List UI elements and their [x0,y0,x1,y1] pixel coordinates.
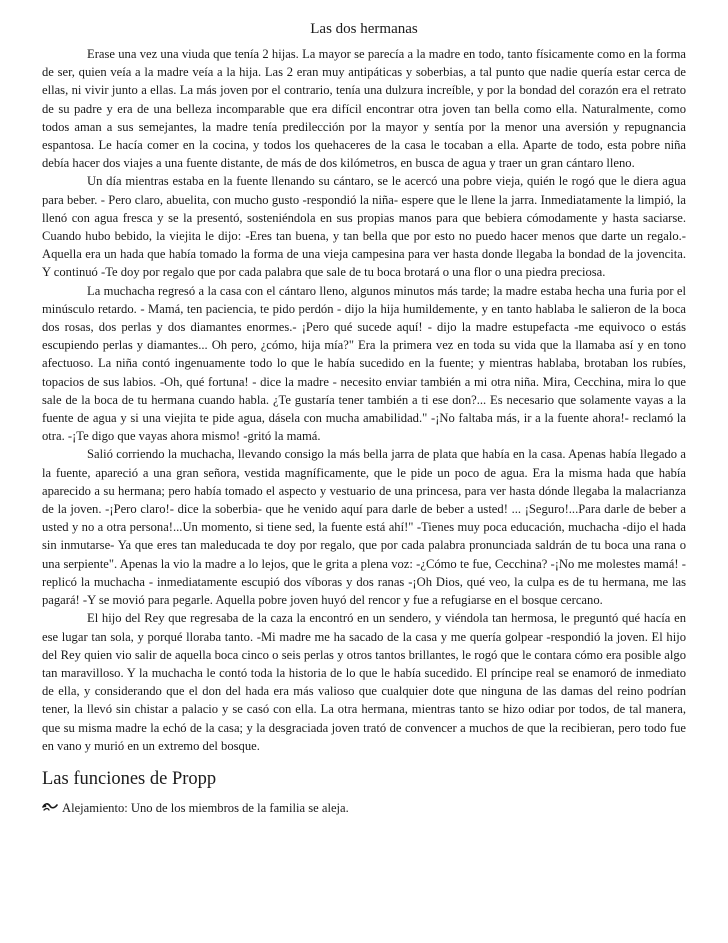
story-paragraph: Salió corriendo la muchacha, llevando consigo la más bella jarra de plata que había en la casa. Apenas había llegado a la fuente, apareció a una gran señora, vestida magníficamente, que le pide un poco de agua. Era la misma hada que había aparecido a su hermana; pero había tomado el aspecto y vestuario de una princesa, para ver hasta dónde llegaba la malacrianza de la joven. -¡Pero claro!- dice la soberbia- que he venido aquí para darle de beber a usted! ... ¡Seguro!...Para darle de beber a usted y no a otra persona!...Un momento, si tiene sed, la fuente está ahí!" -Tienes muy poca educación, muchacha -dijo el hada sin inmutarse- Ya que eres tan maleducada te doy por regalo, que por cada palabra pronunciada saldrán de tu boca una rana o una serpiente". Apenas la vio la madre a lo lejos, que le grita a plena voz: -¿Cómo te fue, Cecchina? -¡No me molestes mamá! - replicó la muchacha - inmediatamente escupió dos víboras y dos ranas -¡Oh Dios, qué veo, la culpa es de tu hermana, me las pagará! -Y se movió para pegarle. Aquella pobre joven huyó del rencor y fue a refugiarse en el bosque cercano. [42,447,686,608]
scroll-bullet-icon [42,799,62,817]
section-heading: Las funciones de Propp [42,768,217,789]
story-paragraph: Erase una vez una viuda que tenía 2 hijas. La mayor se parecía a la madre en todo, tanto físicamente como en la forma de ser, quien veía a la madre veía a la hija. Las 2 eran muy antipáticas y soberbias, a tal punto que nadie quería estar cerca de ellas, ni vivir junto a ellas. La más joven por el contrario, tenía una dulzura increíble, y por la bondad del corazón era el retrato de su padre y era de una belleza incomparable que era difícil encontrar otra joven tan bella como ella. Naturalmente, como todos aman a sus semejantes, la madre tenía predilección por la mayor y sentía por la menor una aversión y repugnancia espantosa. Le hacía comer en la cocina, y todos los quehaceres de la casa le tocaban a ella. Aparte de todo, esta pobre niña debía hacer dos viajes a una fuente distante, de más de dos kilómetros, en busca de agua y traer un gran cántaro lleno. [42,47,686,171]
story-paragraph: Un día mientras estaba en la fuente llenando su cántaro, se le acercó una pobre vieja, quién le rogó que le diera agua para beber. - Pero claro, abuelita, con mucho gusto -respondió la niña- espere que le llene la jarra. Inmediatamente la limpió, la llenó con agua fresca y se la presentó, sosteniéndola en sus propias manos para que bebiera cómodamente y hasta saciarse. Cuando hubo bebido, la viejita le dijo: -Eres tan buena, y tan bella que por esto no puedo hacer menos que darte un regalo.- Aquella era un hada que había tomado la forma de una vieja campesina para ver hasta donde llegaba la bondad de la jovencita. Y continuó -Te doy por regalo que por cada palabra que sale de tu boca brotará o una flor o una piedra preciosa. [42,174,686,280]
story-title: Las dos hermanas [310,21,418,37]
propp-function-item [42,799,686,817]
document-page [42,20,686,817]
story-body [42,45,686,755]
propp-function-text: Alejamiento: Uno de los miembros de la familia se aleja. [62,800,349,815]
story-paragraph: El hijo del Rey que regresaba de la caza la encontró en un sendero, y viéndola tan hermosa, le preguntó qué hacía en ese lugar tan sola, y porqué lloraba tanto. -Mi madre me ha sacado de la casa y me quería golpear -respondió la joven. El hijo del Rey quien vio salir de aquella boca cinco o seis perlas y otros tantos brillantes, le rogó que le contara cómo era posible algo tan maravilloso. Y la muchacha le contó toda la historia de lo que le había sucedido. El príncipe real se enamoró de inmediato de ella, y considerando que el don del hada era más valioso que cualquier dote que ninguna de las damas del reino podrían tener, la llevó sin chistar a palacio y se casó con ella. La otra hermana, mientras tanto se hizo odiar por todos, de tal manera, que su misma madre la echó de la casa; y la desgraciada joven trató de convencer a muchos de que la recibieran, pero todo fue en vano y murió en un extremo del bosque. [42,611,686,753]
story-paragraph: La muchacha regresó a la casa con el cántaro lleno, algunos minutos más tarde; la madre estaba hecha una furia por el minúsculo retardo. - Mamá, ten paciencia, te pido perdón - dijo la hija humildemente, y en tanto hablaba le salieron de la boca dos rosas, dos perlas y dos diamantes enormes.- ¡Pero qué sucede aquí! - dijo la madre estupefacta -me equivoco o estás escupiendo perlas y diamantes... Oh pero, ¿cómo, hija mía?" Era la primera vez en toda su vida que la llamaba así y en tono afectuoso. La niña contó ingenuamente todo lo que le había sucedido en la fuente; y mientras hablaba, brotaban los rubíes, topacios de sus labios. -Oh, qué fortuna! - dice la madre - necesito enviar también a mi otra niña. Mira, Cecchina, mira lo que sale de la boca de tu hermana cuando habla. ¿Te gustaría tener también a ti ese don?... Es necesario que solamente vayas a la fuente de agua y si una viejita te pide agua, dásela con mucha amabilidad." -¡No faltaba más, ir a la fuente ahora!- reclamó la otra. -¡Te digo que vayas ahora mismo! -gritó la mamá. [42,283,686,444]
